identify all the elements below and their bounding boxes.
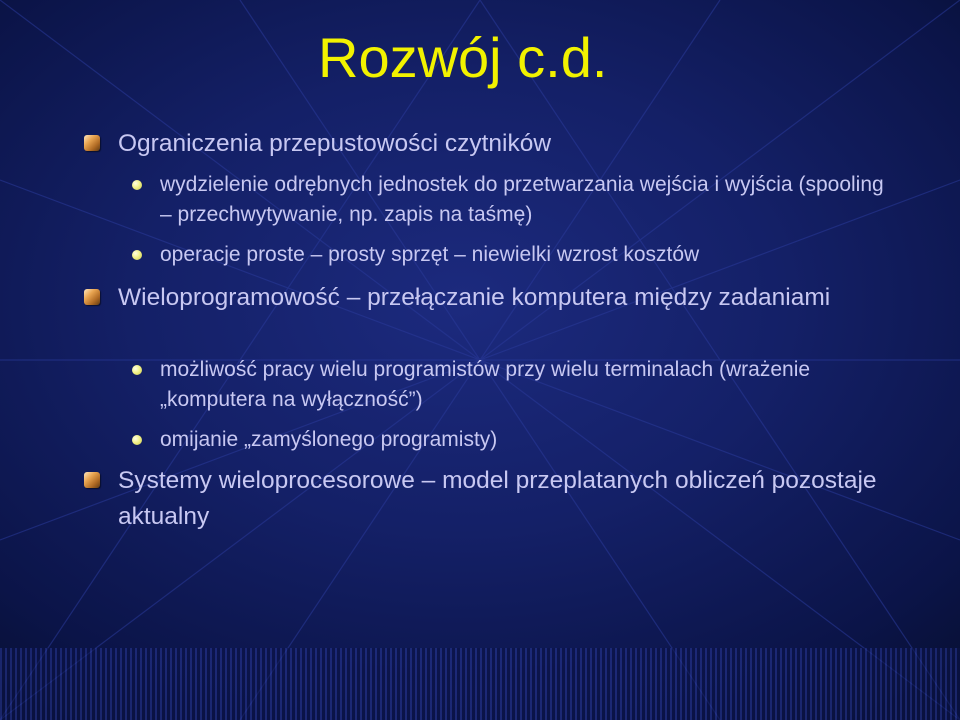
sub-bullet-text: operacje proste – prosty sprzęt – niewielki wzrost kosztów — [160, 243, 700, 266]
bullet-level1 — [118, 463, 898, 535]
bullet-text: Wieloprogramowość – przełączanie komputera między zadaniami — [118, 284, 831, 311]
yellow-dot-bullet-icon — [132, 435, 142, 445]
bullet-level1 — [118, 126, 898, 162]
bullet-text: Systemy wieloprocesorowe – model przeplatanych obliczeń pozostaje aktualny — [118, 467, 877, 530]
bullet-text: Ograniczenia przepustowości czytników — [118, 130, 552, 157]
bullet-level1 — [118, 280, 898, 316]
bottom-striped-band — [0, 648, 960, 720]
slide-title: Rozwój c.d. — [318, 26, 608, 89]
bronze-cube-bullet-icon — [84, 472, 100, 488]
bullet-level2 — [160, 355, 900, 415]
yellow-dot-bullet-icon — [132, 250, 142, 260]
sub-bullet-text: omijanie „zamyślonego programisty) — [160, 428, 498, 451]
sub-bullet-text: wydzielenie odrębnych jednostek do przetwarzania wejścia i wyjścia (spooling – przechwytywanie, np. zapis na taśmę) — [160, 173, 884, 226]
bullet-level2 — [160, 170, 900, 230]
bullet-level2 — [160, 240, 900, 270]
bullet-level2 — [160, 425, 900, 455]
yellow-dot-bullet-icon — [132, 180, 142, 190]
sub-bullet-text: możliwość pracy wielu programistów przy wielu terminalach (wrażenie „komputera na wyłączność”) — [160, 358, 811, 411]
bronze-cube-bullet-icon — [84, 135, 100, 151]
bronze-cube-bullet-icon — [84, 289, 100, 305]
yellow-dot-bullet-icon — [132, 365, 142, 375]
